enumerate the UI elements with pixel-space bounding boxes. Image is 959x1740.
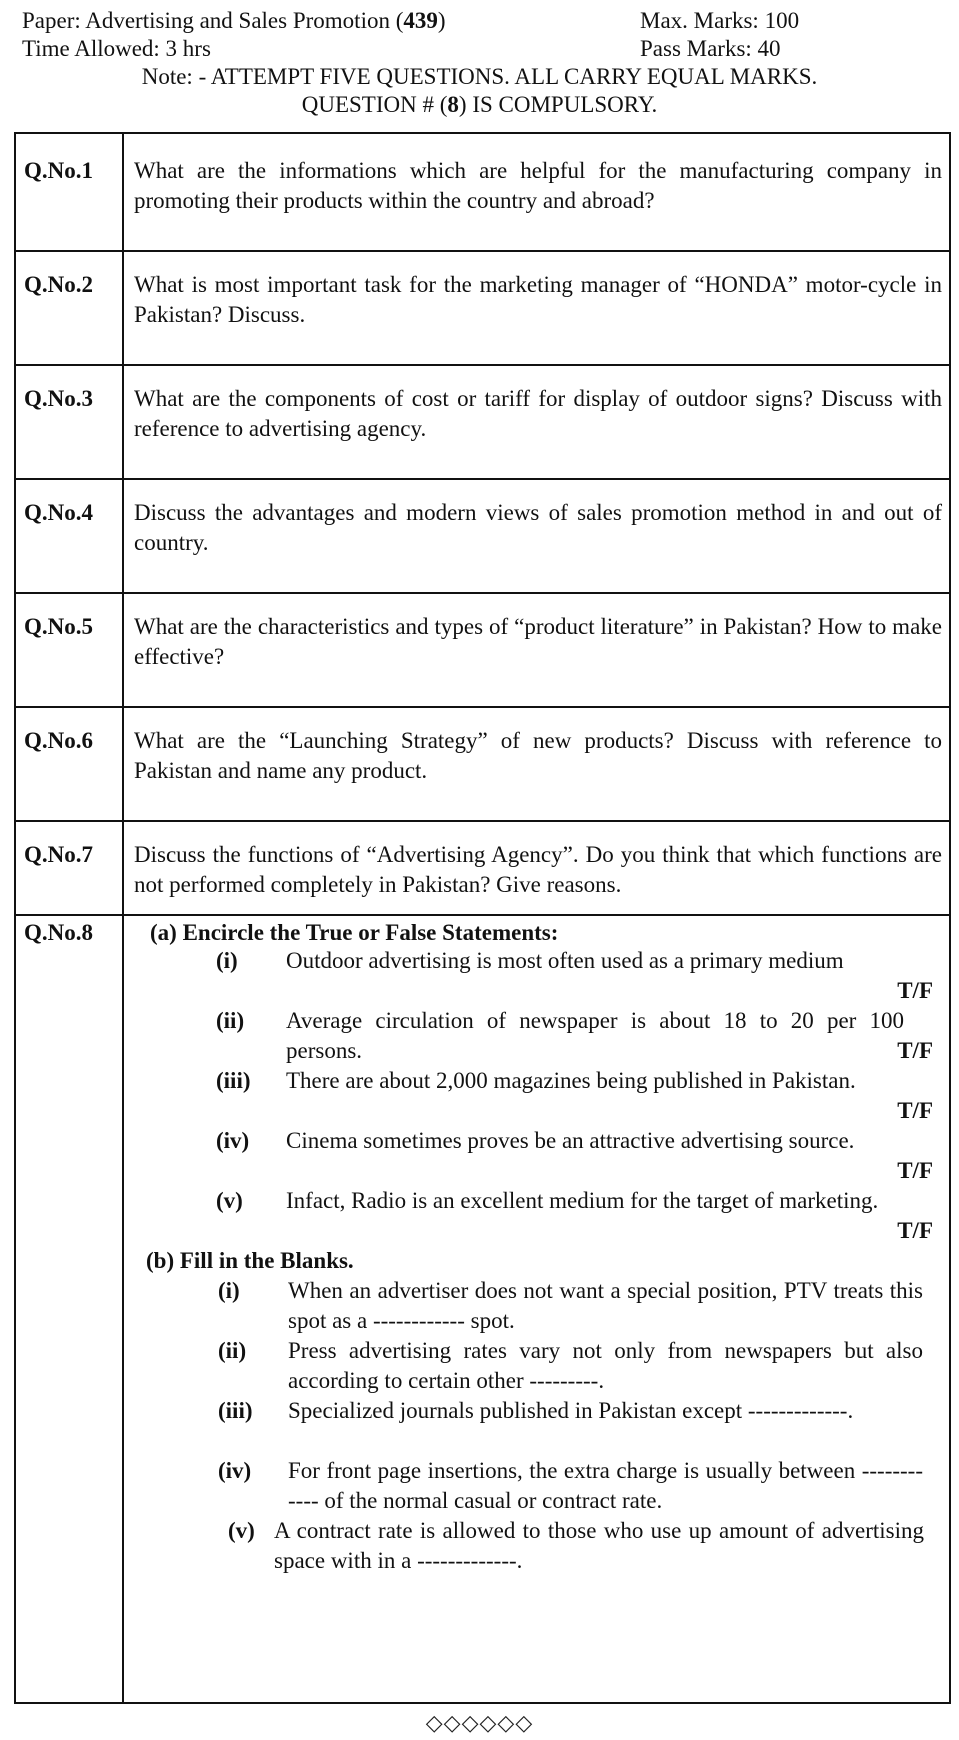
row-divider bbox=[16, 478, 949, 480]
fill-blank-statement: When an advertiser does not want a special position, PTV treats this spot as a ------------ spot. bbox=[288, 1278, 923, 1333]
item-number: (i) bbox=[216, 948, 238, 973]
item-number: (v) bbox=[228, 1518, 255, 1543]
question-text: What are the informations which are helpful for the manufacturing company in promoting their products within the country and abroad? bbox=[134, 158, 942, 213]
item-number: (v) bbox=[216, 1188, 243, 1213]
row-divider bbox=[16, 706, 949, 708]
question-label: Q.No.5 bbox=[24, 614, 93, 639]
footer-diamonds-icon: ◇◇◇◇◇◇ bbox=[425, 1710, 534, 1735]
max-marks: Max. Marks: 100 bbox=[640, 8, 800, 33]
true-false-statement: Average circulation of newspaper is about 18 to 20 per 100 persons. bbox=[286, 1008, 904, 1063]
true-false-marker: T/F bbox=[897, 1218, 933, 1243]
row-divider bbox=[16, 364, 949, 366]
row-divider bbox=[16, 250, 949, 252]
compulsory-post: ) IS COMPULSORY. bbox=[458, 92, 658, 117]
true-false-statement: Cinema sometimes proves be an attractive advertising source. bbox=[286, 1128, 855, 1153]
question-text: Discuss the functions of “Advertising Agency”. Do you think that which functions are not performed completely in Pakistan? Give reasons. bbox=[134, 842, 942, 897]
question-label: Q.No.8 bbox=[24, 920, 93, 945]
true-false-marker: T/F bbox=[897, 1158, 933, 1183]
fill-blank-statement: Specialized journals published in Pakistan except -------------. bbox=[288, 1398, 854, 1423]
fill-blank-statement: A contract rate is allowed to those who use up amount of advertising space with in a -------------. bbox=[274, 1518, 924, 1573]
time-allowed: Time Allowed: 3 hrs bbox=[22, 36, 211, 61]
item-number: (ii) bbox=[216, 1008, 245, 1033]
item-number: (iii) bbox=[218, 1398, 253, 1423]
exam-note: Note: - ATTEMPT FIVE QUESTIONS. ALL CARRY EQUAL MARKS. bbox=[141, 64, 818, 89]
fill-blank-statement: Press advertising rates vary not only from newspapers but also according to certain other ---------. bbox=[288, 1338, 923, 1393]
paper-code: 439 bbox=[403, 8, 438, 33]
question-label: Q.No.1 bbox=[24, 158, 93, 183]
true-false-marker: T/F bbox=[897, 1098, 933, 1123]
true-false-statement: Outdoor advertising is most often used as a primary medium bbox=[286, 948, 844, 973]
question-text: What are the components of cost or tariff for display of outdoor signs? Discuss with reference to advertising agency. bbox=[134, 386, 942, 441]
question-label: Q.No.4 bbox=[24, 500, 93, 525]
row-divider bbox=[16, 820, 949, 822]
row-divider bbox=[16, 592, 949, 594]
true-false-marker: T/F bbox=[897, 978, 933, 1003]
true-false-statement: Infact, Radio is an excellent medium for the target of marketing. bbox=[286, 1188, 879, 1213]
row-divider bbox=[16, 914, 949, 916]
paper-title bbox=[22, 8, 446, 34]
true-false-statement: There are about 2,000 magazines being published in Pakistan. bbox=[286, 1068, 856, 1093]
question-table bbox=[14, 132, 951, 1704]
question-label: Q.No.7 bbox=[24, 842, 93, 867]
true-false-marker: T/F bbox=[897, 1038, 933, 1063]
question-label: Q.No.6 bbox=[24, 728, 93, 753]
question-text: What is most important task for the marketing manager of “HONDA” motor-cycle in Pakistan? Discuss. bbox=[134, 272, 942, 327]
paper-label: Paper: Advertising and Sales Promotion ( bbox=[22, 8, 404, 33]
paper-close: ) bbox=[437, 8, 446, 33]
compulsory-num: 8 bbox=[447, 92, 459, 117]
pass-marks: Pass Marks: 40 bbox=[640, 36, 781, 61]
question-text: What are the characteristics and types of “product literature” in Pakistan? How to make effective? bbox=[134, 614, 942, 669]
item-number: (iv) bbox=[216, 1128, 250, 1153]
item-number: (i) bbox=[218, 1278, 240, 1303]
part-a-title: (a) Encircle the True or False Statements: bbox=[150, 920, 559, 945]
part-b-title: (b) Fill in the Blanks. bbox=[146, 1248, 354, 1273]
question-text: What are the “Launching Strategy” of new products? Discuss with reference to Pakistan and name any product. bbox=[134, 728, 942, 783]
item-number: (iii) bbox=[216, 1068, 251, 1093]
item-number: (ii) bbox=[218, 1338, 247, 1363]
column-divider bbox=[122, 134, 124, 1702]
question-text: Discuss the advantages and modern views of sales promotion method in and out of country. bbox=[134, 500, 942, 555]
compulsory-pre: QUESTION # ( bbox=[301, 92, 448, 117]
fill-blank-statement: For front page insertions, the extra charge is usually between ------------ of the normal casual or contract rate. bbox=[288, 1458, 923, 1513]
item-number: (iv) bbox=[218, 1458, 252, 1483]
compulsory-note bbox=[0, 92, 959, 118]
question-label: Q.No.3 bbox=[24, 386, 93, 411]
question-label: Q.No.2 bbox=[24, 272, 93, 297]
